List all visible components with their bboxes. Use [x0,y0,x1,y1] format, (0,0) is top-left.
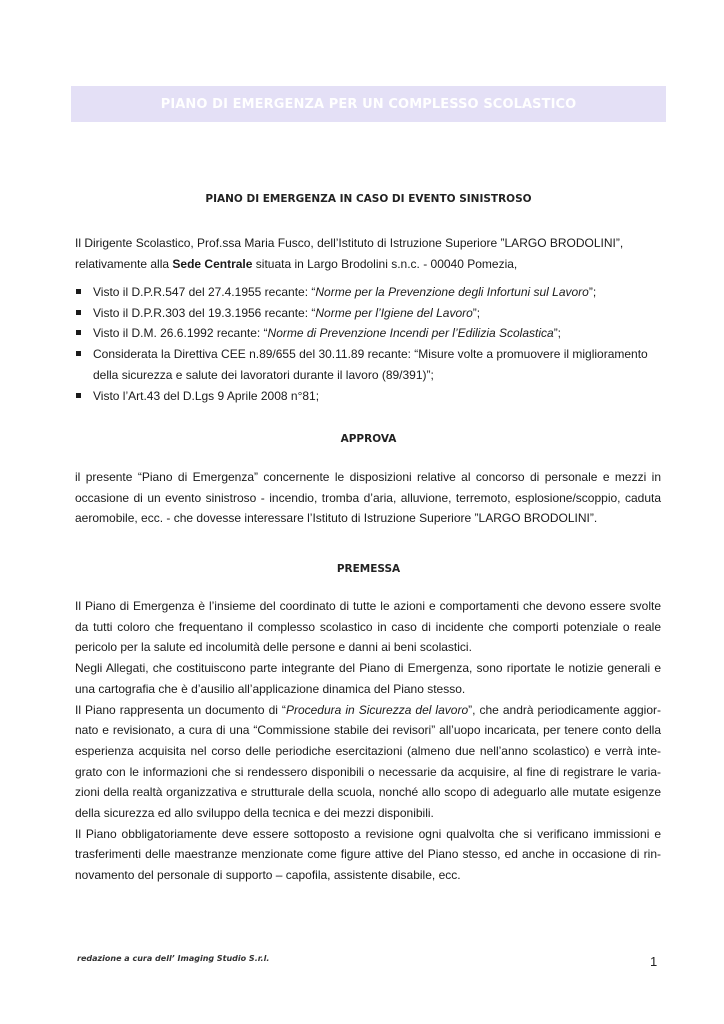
approva-paragraph: il presente “Piano di Emergenza” concernente le disposizioni relative al concorso di personale e mezzi in occasione di un evento sinistroso - incendio, tromba d’aria, alluvione, terremoto, esplosione/scoppio, caduta aeromobile, ecc. - che dovesse interessare l’Istituto di Istruzione Superiore ”LARGO BRODOLINI”. [75,470,661,526]
bullet-square-icon [76,393,81,398]
section-title: PIANO DI EMERGENZA IN CASO DI EVENTO SINISTROSO [205,193,532,205]
approva-title: APPROVA [340,433,397,445]
list-item: Visto l’Art.43 del D.Lgs 9 Aprile 2008 n°81; [75,386,665,407]
list-item: Visto il D.P.R.547 del 27.4.1955 recante: “Norme per la Prevenzione degli Infortuni sul Lavoro”; [75,282,665,303]
list-item: Visto il D.P.R.303 del 19.3.1956 recante: “Norme per l’Igiene del Lavoro”; [75,303,665,324]
bullet-square-icon [76,330,81,335]
premessa-paragraph-3: Il Piano rappresenta un documento di “Procedura in Sicurezza del lavoro”, che andrà periodicamente aggiornato e revisionato, a cura di una “Commissione stabile dei revisori” all’uopo incaricata, per tenere conto della esperienza acquisita nel corso delle periodiche esercitazioni (almeno due nell’anno scolastico) e verrà integrato con le informazioni che si rendessero disponibili o necessarie da acquisire, al fine di registrare le variazioni della realtà organizzativa e strutturale della scuola, nonché allo scopo di adeguarlo alle mutate esigenze della sicurezza ed allo sviluppo della tecnica e dei mezzi disponibili. [75,702,661,821]
bullet-square-icon [76,351,81,356]
premessa-paragraph-4: Il Piano obbligatoriamente deve essere sottoposto a revisione ogni qualvolta che si verificano immissioni e trasferimenti delle maestranze menzionate come figure attive del Piano stesso, ed anche in occasione di rinnovamento del personale di supporto – capofila, assistente disabile, ecc. [75,826,661,883]
premessa-paragraph-1: Il Piano di Emergenza è l’insieme del coordinato di tutte le azioni e comportamenti che devono essere svolte da tutti coloro che frequentano il complesso scolastico in caso di incidente che comporti potenziale o reale pericolo per la salute ed incolumità delle persone e danni ai beni scolastici. [75,599,661,655]
bullet-square-icon [76,289,81,294]
premessa-body [75,596,661,886]
intro-bold-sede: Sede Centrale [172,256,253,271]
premessa-title: PREMESSA [336,563,401,575]
page-number: 1 [650,954,658,969]
footer-credit: redazione a cura dell’ Imaging Studio S.r.l. [77,954,270,963]
list-item: Considerata la Direttiva CEE n.89/655 del 30.11.89 recante: “Misure volte a promuovere il miglioramento della sicurezza e salute dei lavoratori durante il lavoro (89/391)”; [75,344,665,385]
banner-title: PIANO DI EMERGENZA PER UN COMPLESSO SCOLASTICO [160,96,577,112]
intro-paragraph: Il Dirigente Scolastico, Prof.ssa Maria Fusco, dell’Istituto di Istruzione Superiore ”LARGO BRODOLINI”, relativamente alla Sede Centrale situata in Largo Brodolini s.n.c. - 00040 Pomezia, [75,236,624,271]
title-banner [71,86,666,122]
list-item: Visto il D.M. 26.6.1992 recante: “Norme di Prevenzione Incendi per l’Edilizia Scolastica”; [75,323,665,344]
premessa-paragraph-2: Negli Allegati, che costituiscono parte integrante del Piano di Emergenza, sono riportate le notizie generali e una cartografia che è d’ausilio all’applicazione dinamica del Piano stesso. [75,661,661,696]
bullet-square-icon [76,310,81,315]
references-list [75,282,665,406]
